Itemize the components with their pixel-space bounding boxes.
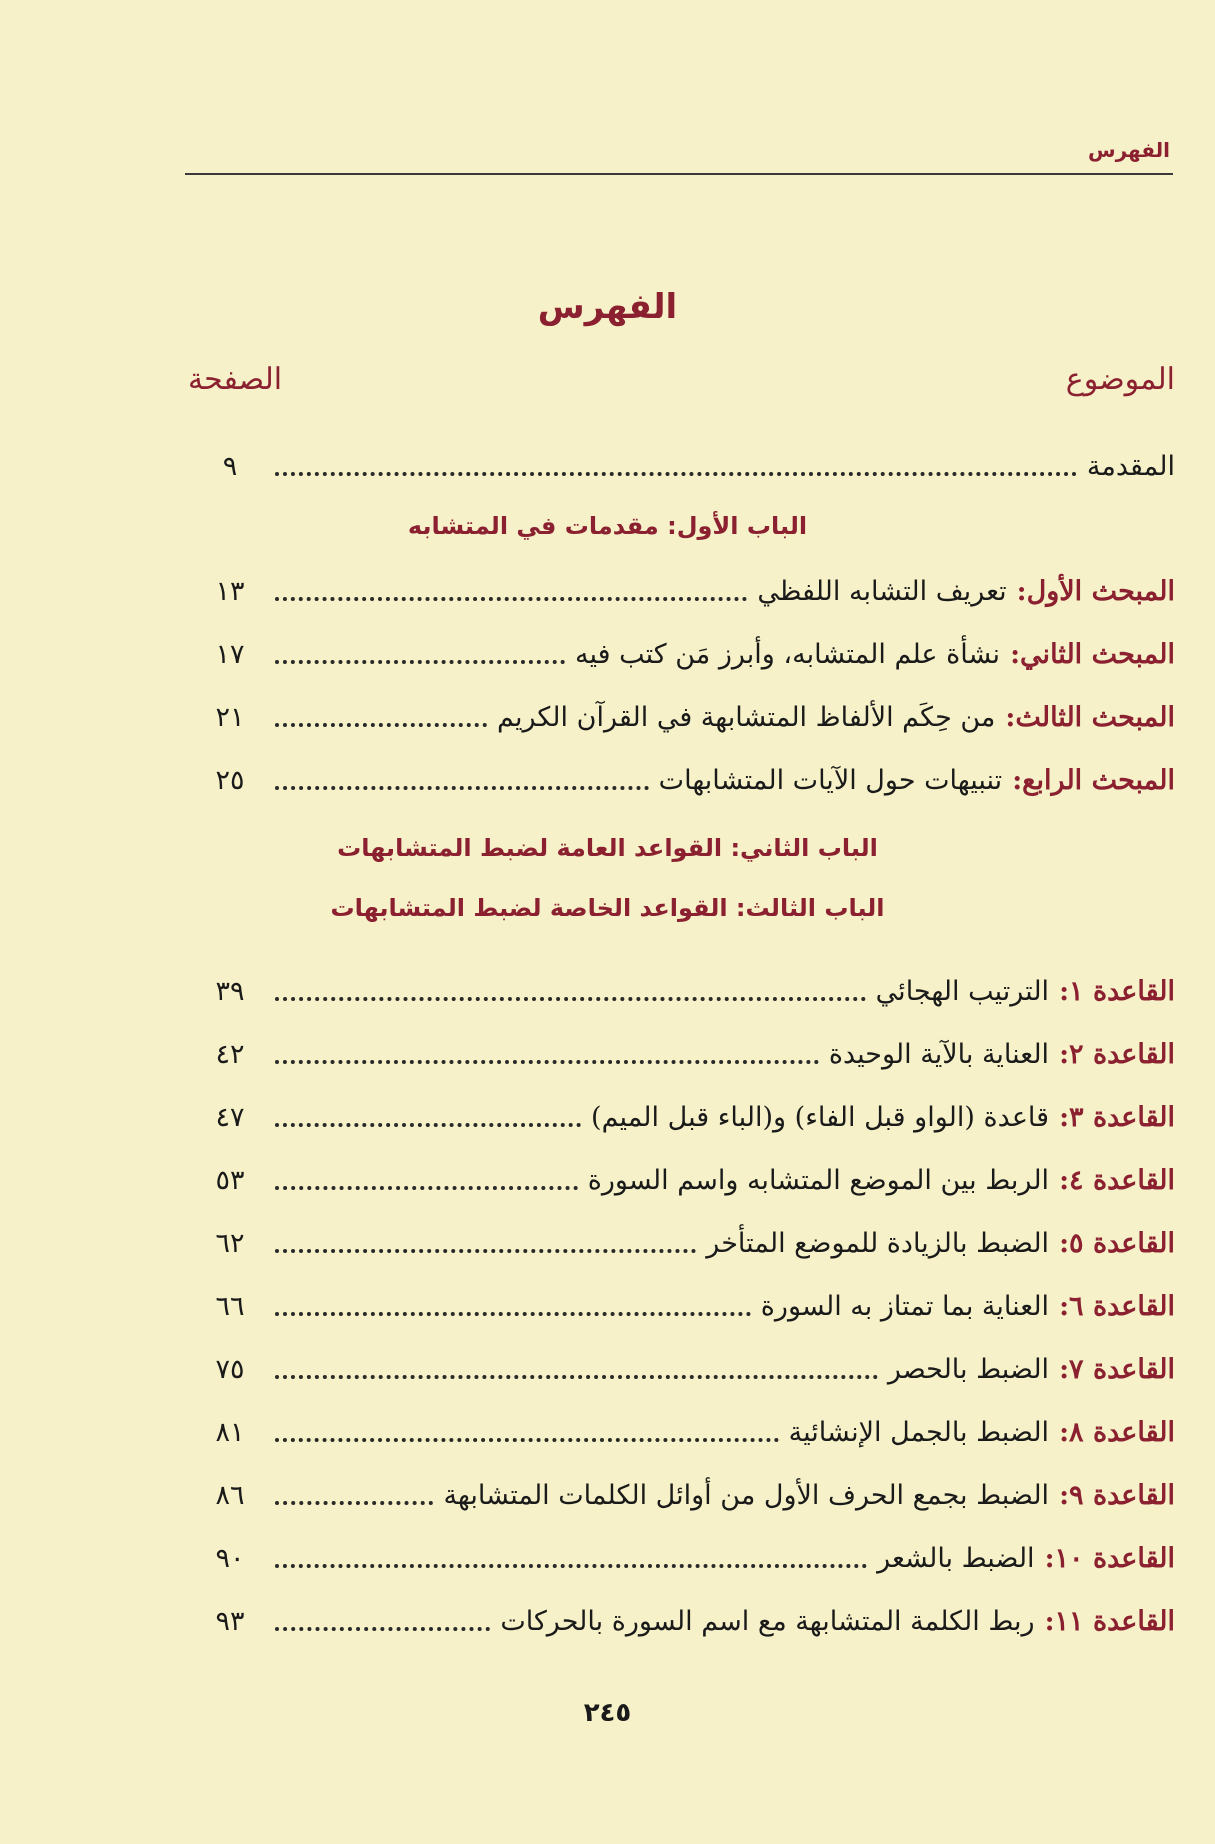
page-number: ٥٣: [215, 1164, 245, 1196]
page-number: ٩٠: [215, 1542, 245, 1574]
toc-text: الربط بين الموضع المتشابه واسم السورة: [587, 1164, 1050, 1196]
toc-text: ربط الكلمة المتشابهة مع اسم السورة بالحركات: [500, 1605, 1035, 1637]
toc-text: المقدمة: [1086, 450, 1175, 482]
toc-text: الضبط بالزيادة للموضع المتأخر: [706, 1227, 1050, 1259]
toc-row-intro[interactable]: [0, 440, 1215, 492]
leader-dots: [275, 1058, 819, 1064]
toc-text: الضبط بجمع الحرف الأول من أوائل الكلمات المتشابهة: [443, 1479, 1050, 1511]
leader-dots: [275, 1121, 581, 1127]
toc-row-rule[interactable]: [0, 1406, 1215, 1458]
toc-label: القاعدة ٧:: [1059, 1353, 1175, 1385]
page-number: ٩: [222, 450, 238, 482]
page-number: ١٣: [215, 575, 245, 607]
page-number: ١٧: [215, 638, 245, 670]
toc-row-rule[interactable]: [0, 1532, 1215, 1584]
toc-row-rule[interactable]: [0, 1028, 1215, 1080]
toc-row-rule[interactable]: [0, 1154, 1215, 1206]
column-head-page: الصفحة: [188, 362, 283, 397]
leader-dots: [275, 784, 649, 790]
leader-dots: [275, 1310, 751, 1316]
running-head: الفهرس: [1087, 138, 1170, 162]
toc-text: الضبط بالحصر: [887, 1353, 1050, 1385]
part-heading-3: الباب الثالث: القواعد الخاصة لضبط المتشابهات: [330, 894, 885, 922]
leader-dots: [275, 658, 565, 664]
page-number: ٨٦: [215, 1479, 245, 1511]
page-number: ٤٢: [215, 1038, 245, 1070]
toc-row-chapter[interactable]: [0, 691, 1215, 743]
leader-dots: [275, 1562, 867, 1568]
toc-row-rule[interactable]: [0, 1469, 1215, 1521]
page-number: ٤٧: [215, 1101, 245, 1133]
toc-text: الضبط بالجمل الإنشائية: [788, 1416, 1050, 1448]
leader-dots: [275, 1184, 578, 1190]
toc-label: القاعدة ٤:: [1059, 1164, 1175, 1196]
toc-label: المبحث الثالث:: [1005, 701, 1175, 733]
toc-row-rule[interactable]: [0, 1217, 1215, 1269]
leader-dots: [275, 1247, 696, 1253]
toc-row-chapter[interactable]: [0, 754, 1215, 806]
toc-row-rule[interactable]: [0, 1280, 1215, 1332]
leader-dots: [275, 1436, 779, 1442]
page-number: ٦٢: [215, 1227, 245, 1259]
toc-text: العناية بالآية الوحيدة: [828, 1038, 1050, 1070]
toc-label: القاعدة ١١:: [1044, 1605, 1175, 1637]
toc-text: تنبيهات حول الآيات المتشابهات: [658, 764, 1003, 796]
toc-label: القاعدة ٨:: [1059, 1416, 1175, 1448]
toc-label: القاعدة ٥:: [1059, 1227, 1175, 1259]
toc-text: العناية بما تمتاز به السورة: [760, 1290, 1050, 1322]
part-heading-2: الباب الثاني: القواعد العامة لضبط المتشابهات: [337, 834, 878, 862]
toc-text: الترتيب الهجائي: [875, 975, 1050, 1007]
toc-row-rule[interactable]: [0, 965, 1215, 1017]
toc-row-chapter[interactable]: [0, 565, 1215, 617]
page-number: ٣٩: [215, 975, 245, 1007]
toc-label: القاعدة ١:: [1059, 975, 1175, 1007]
toc-label: القاعدة ٣:: [1059, 1101, 1175, 1133]
toc-row-chapter[interactable]: [0, 628, 1215, 680]
part-heading-1: الباب الأول: مقدمات في المتشابه: [407, 512, 808, 540]
leader-dots: [275, 1373, 878, 1379]
toc-text: من حِكَم الألفاظ المتشابهة في القرآن الكريم: [497, 701, 996, 733]
toc-row-rule[interactable]: [0, 1595, 1215, 1647]
page-title: الفهرس: [537, 287, 678, 327]
leader-dots: [275, 1499, 433, 1505]
toc-label: المبحث الثاني:: [1010, 638, 1175, 670]
leader-dots: [275, 995, 866, 1001]
toc-label: المبحث الرابع:: [1012, 764, 1175, 796]
page-number: ٢٥: [215, 764, 245, 796]
toc-text: قاعدة (الواو قبل الفاء) و(الباء قبل الميم): [591, 1101, 1050, 1133]
toc-label: القاعدة ٦:: [1059, 1290, 1175, 1322]
toc-label: المبحث الأول:: [1016, 575, 1175, 607]
page-number: ٨١: [215, 1416, 245, 1448]
column-head-topic: الموضوع: [1065, 362, 1175, 397]
folio-page-number: ٢٤٥: [583, 1698, 632, 1728]
leader-dots: [275, 470, 1077, 476]
toc-label: القاعدة ٩:: [1059, 1479, 1175, 1511]
toc-text: تعريف التشابه اللفظي: [757, 575, 1007, 607]
header-rule: [185, 173, 1173, 175]
toc-row-rule[interactable]: [0, 1343, 1215, 1395]
toc-label: القاعدة ١٠:: [1044, 1542, 1175, 1574]
toc-label: القاعدة ٢:: [1059, 1038, 1175, 1070]
leader-dots: [275, 721, 487, 727]
toc-row-rule[interactable]: [0, 1091, 1215, 1143]
page-number: ٦٦: [215, 1290, 245, 1322]
leader-dots: [275, 595, 747, 601]
page-number: ٧٥: [215, 1353, 245, 1385]
toc-text: نشأة علم المتشابه، وأبرز مَن كتب فيه: [575, 638, 1001, 670]
leader-dots: [275, 1625, 490, 1631]
page-number: ٢١: [215, 701, 245, 733]
toc-text: الضبط بالشعر: [877, 1542, 1035, 1574]
page-number: ٩٣: [215, 1605, 245, 1637]
